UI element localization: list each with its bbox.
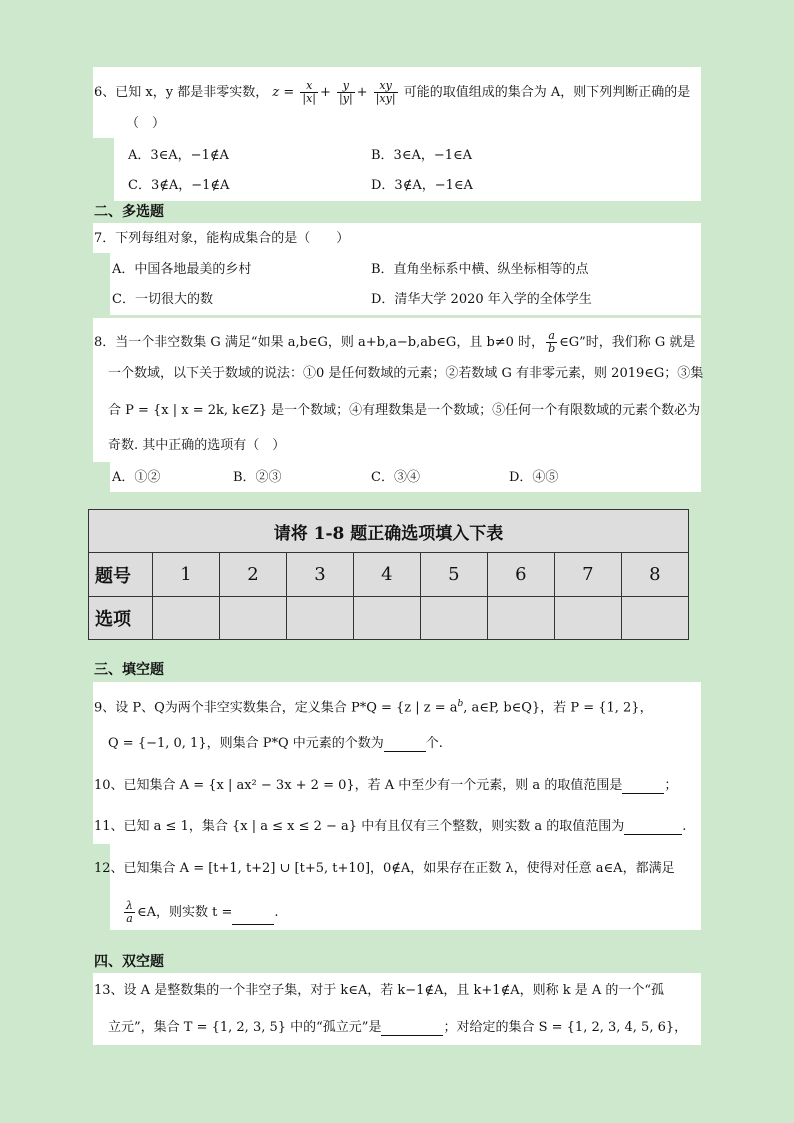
q11-line: [94, 819, 686, 835]
answer-cell[interactable]: [621, 597, 688, 640]
q12-fraction: $\frac{\lambda}{a}$: [126, 899, 133, 925]
q8-line4: 奇数. 其中正确的选项有（ ）: [108, 438, 286, 453]
q9-line1: [94, 696, 653, 716]
q12-line2: [122, 900, 279, 925]
answer-cell[interactable]: [554, 597, 621, 640]
q7-option-b: B．直角坐标系中横、纵坐标相等的点: [371, 262, 589, 277]
q12-line2-a: ∈A，则实数 t =: [136, 905, 233, 920]
q13-line2-a: 立元”，集合 T = {1, 2, 3, 5} 中的“孤立元”是: [108, 1020, 382, 1035]
answer-table-title: 请将 1-8 题正确选项填入下表: [89, 510, 689, 553]
q13-line2: [108, 1020, 687, 1036]
q6-option-b: B．3∈A，−1∈A: [371, 148, 473, 163]
q8-option-d: D．④⑤: [509, 470, 559, 485]
q8-option-a: A．①②: [112, 470, 161, 485]
q9-line1-b: , a∈P, b∈Q}，若 P = {1, 2}，: [463, 700, 653, 716]
q12-line2-b: .: [274, 905, 279, 920]
q12-line1: 12、已知集合 A = [t+1, t+2] ∪ [t+5, t+10]，0∉A，如果存在正数 λ，使得对任意 a∈A，都满足: [94, 861, 675, 876]
answer-cell[interactable]: [286, 597, 353, 640]
q10-line: [94, 778, 677, 794]
number-cell: 7: [554, 553, 621, 597]
q8-line3: 合 P = {x | x = 2k, k∈Z} 是一个数域；④有理数集是一个数域；⑤任何一个有限数域的元素个数必为: [108, 403, 701, 418]
q10-text-b: ；: [664, 778, 678, 793]
answer-cell[interactable]: [219, 597, 286, 640]
q6-option-d: D．3∉A，−1∈A: [371, 178, 473, 193]
q13-line2-b: ；对给定的集合 S = {1, 2, 3, 4, 5, 6}，: [443, 1020, 688, 1035]
number-cell: 2: [219, 553, 286, 597]
answer-table-option-row: [89, 597, 689, 640]
option-label: 选项: [89, 597, 153, 640]
q6-option-a: A．3∈A，−1∉A: [128, 148, 229, 163]
answer-cell[interactable]: [487, 597, 554, 640]
q11-answer-blank[interactable]: [624, 820, 682, 835]
q8-line1-a: 8．当一个非空数集 G 满足“如果 a,b∈G，则 a+b,a−b,ab∈G，且 b≠0 时，: [94, 335, 545, 350]
q8-option-c: C．③④: [371, 470, 420, 485]
q8-line2: 一个数域，以下关于数域的说法：①0 是任何数域的元素；②若数域 G 有非零元素，则 2019∈G；③集: [108, 366, 704, 381]
q9-line2-b: 个.: [425, 736, 443, 751]
q9-line2: [108, 736, 443, 752]
q8-line1: [94, 330, 695, 355]
q6-stem-a: 6、已知 x，y 都是非零实数，: [94, 85, 269, 100]
q7-option-c: C．一切很大的数: [112, 292, 213, 307]
q9-line1-a: 9、设 P、Q为两个非空实数集合，定义集合 P*Q = {z | z = a: [94, 700, 458, 716]
q6-line1: 6、已知 x，y 都是非零实数， z = $\frac{x}{|x|}$ + $\frac{y}{|y|}$ + $\frac{xy}{|xy|}$ 可能的取值组成的集合为 A，则下列判断正确的是: [94, 79, 691, 105]
q8-line1-b: ∈G”时，我们称 G 就是: [559, 335, 696, 350]
q11-text-b: .: [682, 819, 687, 834]
q13-answer-blank[interactable]: [381, 1021, 443, 1036]
q6-paren: （ ）: [126, 116, 166, 131]
q6-fraction-y: $\frac{y}{|y|}$: [339, 79, 353, 105]
q9-answer-blank[interactable]: [384, 737, 426, 752]
q9-superscript: b: [457, 699, 464, 709]
answer-cell[interactable]: [420, 597, 487, 640]
number-cell: 6: [487, 553, 554, 597]
q10-text-a: 10、已知集合 A = {x | ax² − 3x + 2 = 0}，若 A 中至少有一个元素，则 a 的取值范围是: [94, 778, 623, 793]
answer-cell[interactable]: [353, 597, 420, 640]
q10-answer-blank[interactable]: [622, 779, 664, 794]
number-cell: 4: [353, 553, 420, 597]
q8-fraction: $\frac{a}{b}$: [548, 329, 556, 355]
section-3-heading: 三、填空题: [94, 662, 164, 678]
answer-table: [88, 509, 689, 640]
q6-z: z =: [272, 85, 295, 100]
q6-fraction-xy: $\frac{xy}{|xy|}$: [375, 79, 396, 105]
q13-line1: 13、设 A 是整数集的一个非空子集，对于 k∈A，若 k−1∉A，且 k+1∉A，则称 k 是 A 的一个“孤: [94, 983, 665, 998]
answer-table-number-row: [89, 553, 689, 597]
number-cell: 3: [286, 553, 353, 597]
q6-stem-b: 可能的取值组成的集合为 A，则下列判断正确的是: [403, 85, 691, 100]
q9-line2-a: Q = {−1, 0, 1}，则集合 P*Q 中元素的个数为: [108, 736, 384, 751]
number-cell: 1: [153, 553, 220, 597]
q7-stem: 7．下列每组对象，能构成集合的是（ ）: [94, 231, 350, 246]
q11-text-a: 11、已知 a ≤ 1，集合 {x | a ≤ x ≤ 2 − a} 中有且仅有三个整数，则实数 a 的取值范围为: [94, 819, 625, 834]
q7-option-d: D．清华大学 2020 年入学的全体学生: [371, 292, 592, 307]
number-cell: 5: [420, 553, 487, 597]
section-4-heading: 四、双空题: [94, 954, 164, 970]
number-cell: 8: [621, 553, 688, 597]
q6-fraction-x: $\frac{x}{|x|}$: [302, 79, 316, 105]
answer-cell[interactable]: [153, 597, 220, 640]
section-2-heading: 二、多选题: [94, 204, 164, 220]
q6-option-c: C．3∉A，−1∉A: [128, 178, 230, 193]
question-number-label: 题号: [89, 553, 153, 597]
q7-option-a: A．中国各地最美的乡村: [112, 262, 252, 277]
q8-option-b: B．②③: [233, 470, 282, 485]
q12-answer-blank[interactable]: [232, 910, 274, 925]
